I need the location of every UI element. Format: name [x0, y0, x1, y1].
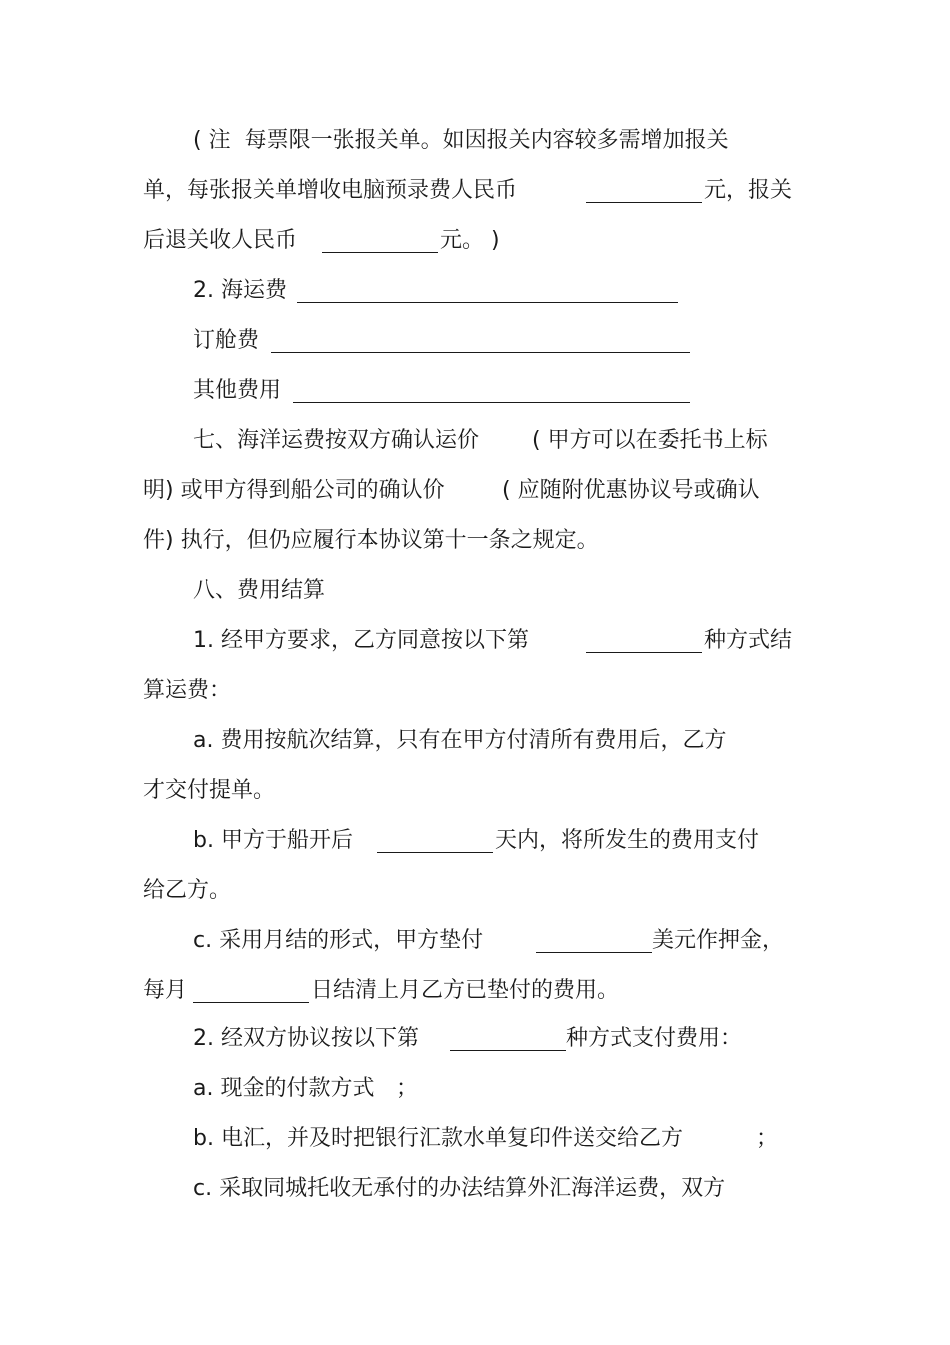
fill-blank — [536, 930, 652, 953]
booking-fee-line: 订舱费 — [193, 328, 260, 353]
fill-blank — [450, 1028, 566, 1051]
fill-blank — [322, 230, 438, 253]
note-line-2: 单，每张报关单增收电脑预录费人民币 — [143, 178, 518, 203]
clause-7-line-3: 件) 执行，但仍应履行本协议第十一条之规定。 — [143, 528, 599, 553]
option-c-line-2: 每月 — [143, 978, 188, 1003]
payment-b-line: b. 电汇，并及时把银行汇款水单复印件送交给乙方 — [193, 1126, 683, 1151]
clause-8-2-line: 2. 经双方协议按以下第 — [193, 1026, 419, 1051]
note-line-1: ( 注 每票限一张报关单。如因报关内容较多需增加报关 — [193, 128, 729, 153]
clause-8-1-line-2: 算运费： — [143, 678, 232, 703]
ocean-freight-line: 2. 海运费 — [193, 278, 287, 303]
note-line-3: 后退关收人民币 — [143, 228, 298, 253]
clause-7-line-1: 七、海洋运费按双方确认运价 — [193, 428, 480, 453]
clause-8-1-line-1: 1. 经甲方要求，乙方同意按以下第 — [193, 628, 529, 653]
clause-7-line-2: 明) 或甲方得到船公司的确认价 — [143, 478, 445, 503]
option-b-line-1: b. 甲方于船开后 — [193, 828, 353, 853]
payment-a-line: a. 现金的付款方式 — [193, 1076, 375, 1101]
fill-blank — [377, 830, 493, 853]
clause-8-heading: 八、费用结算 — [193, 578, 326, 603]
other-fees-line: 其他费用 — [193, 378, 282, 403]
option-a-line-2: 才交付提单。 — [143, 778, 276, 803]
payment-c-line: c. 采取同城托收无承付的办法结算外汇海洋运费，双方 — [193, 1176, 726, 1201]
fill-blank — [586, 630, 702, 653]
option-a-line-1: a. 费用按航次结算，只有在甲方付清所有费用后，乙方 — [193, 728, 727, 753]
option-b-line-2: 给乙方。 — [143, 878, 232, 903]
option-c-line-1: c. 采用月结的形式，甲方垫付 — [193, 928, 484, 953]
fill-blank — [293, 380, 690, 403]
fill-blank — [586, 180, 702, 203]
fill-blank — [193, 980, 309, 1003]
document-page: ( 注 每票限一张报关单。如因报关内容较多需增加报关 单，每张报关单增收电脑预录费人民币 元，报关 后退关收人民币 元。 ) 2. 海运费 订舱费 其他费用 七、海洋运费按双方确认运价 ( 甲方可以在委托书上标 明) 或甲方得到船公司的确认价 ( 应随附优惠协议号或确认 件) 执行，但仍应履行本协议第十一条之规定。 八、费用结算 1. 经甲方要求，乙方同意按以下第 种方式结 算运费： a. 费用按航次结算，只有在甲方付清所有费用后，乙方 才交付提单。 b. 甲方于船开后 天内，将所发生的费用支付 给乙方。 c. 采用月结的形式，甲方垫付 美元作押金， 每月 日结清上月乙方已垫付的费用。 2. 经双方协议按以下第 种方式支付费用： a. 现金的付款方式 ； b. 电汇，并及时把银行汇款水单复印件送交给乙方 ； c. 采取同城托收无承付的办法结算外汇海洋运费，双方 — [0, 0, 950, 1345]
fill-blank — [271, 330, 690, 353]
fill-blank — [297, 280, 678, 303]
